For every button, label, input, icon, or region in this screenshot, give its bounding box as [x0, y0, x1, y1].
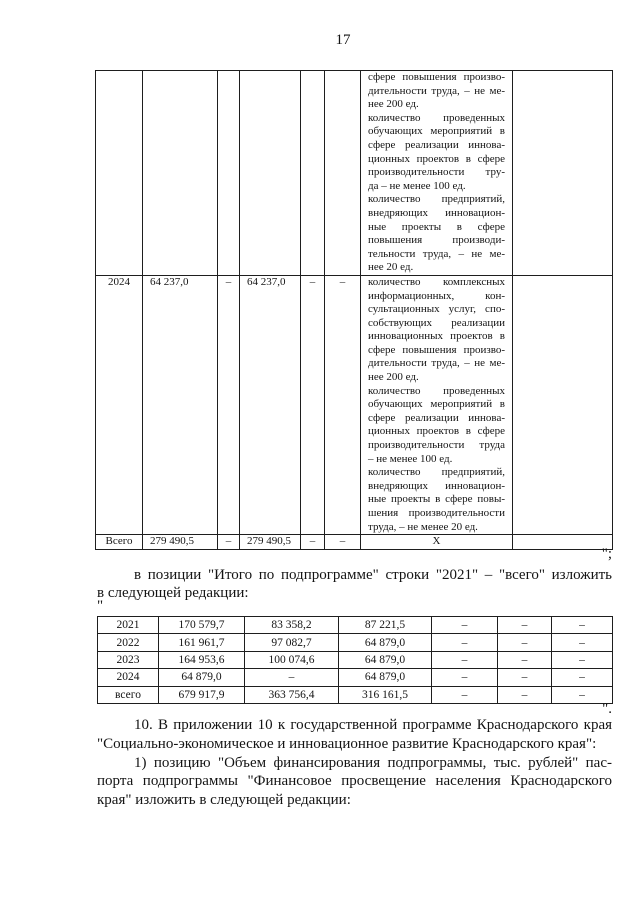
paragraph-line: "Социально-экономическое и инновационное развитие Краснодарского края":: [97, 735, 597, 752]
indicator-line: дительности труда, – не ме-: [368, 84, 505, 97]
indicator-line: внедряющих инновацион-: [368, 206, 505, 219]
amount-cell: [301, 71, 325, 276]
indicator-line: труда, – не менее 20 ед.: [368, 520, 478, 533]
amendment-paragraph: [97, 716, 612, 754]
amount-cell: 679 917,9: [159, 686, 245, 703]
indicator-line: обучающих мероприятий в: [368, 398, 505, 411]
amount-cell: –: [432, 617, 498, 634]
indicator-line: нее 20 ед.: [368, 261, 414, 274]
indicators-cell: [361, 71, 513, 276]
amount-cell: 64 237,0: [240, 275, 301, 534]
indicator-line: сультационных услуг, спо-: [368, 303, 505, 316]
indicator-line: производительности труда: [368, 439, 505, 452]
indicator-line: количество комплексных: [368, 275, 505, 288]
paragraph-line: порта подпрограммы "Финансовое просвещение населения Краснодарского: [97, 773, 612, 790]
table-row: [98, 634, 613, 651]
indicator-line: сфере реализации иннова-: [368, 138, 505, 151]
amount-cell: [240, 71, 301, 276]
amount-cell: 100 074,6: [245, 651, 339, 668]
indicator-line: собствующих реализации: [368, 316, 505, 329]
indicator-line: ные проекты в сфере повы-: [368, 493, 505, 506]
amount-cell: –: [432, 651, 498, 668]
amount-cell: 64 879,0: [339, 651, 432, 668]
indicator-line: повышения производи-: [368, 234, 505, 247]
year-cell: 2024: [98, 669, 159, 686]
indicator-line: ные проекты в сфере: [368, 220, 505, 233]
amount-cell: [218, 71, 240, 276]
indicator-line: количество проведенных: [368, 384, 505, 397]
amount-cell: –: [301, 535, 325, 550]
indicator-line: количество предприятий,: [368, 193, 505, 206]
paragraph-line: в позиции "Итого по подпрограмме" строки "2021" – "всего" изложить: [134, 567, 612, 583]
subprogram-total-table: [97, 616, 613, 704]
paragraph-line: края" изложить в следующей редакции:: [97, 792, 351, 809]
amount-cell: –: [498, 634, 552, 651]
amount-cell: –: [552, 651, 613, 668]
amount-cell: 64 879,0: [339, 669, 432, 686]
indicator-line: информационных, кон-: [368, 289, 505, 302]
funding-table: [95, 70, 613, 550]
amount-cell: –: [432, 634, 498, 651]
amount-cell: –: [498, 651, 552, 668]
amount-cell: [325, 71, 361, 276]
subprogram-total-table-body: [98, 617, 613, 704]
total-row-mark: X: [432, 535, 441, 548]
amount-cell: 316 161,5: [339, 686, 432, 703]
amount-cell: 164 953,6: [159, 651, 245, 668]
indicator-line: нее 200 ед.: [368, 371, 419, 384]
indicator-line: – не менее 100 ед.: [368, 452, 453, 465]
year-cell: [96, 71, 143, 276]
indicators-cell: [361, 275, 513, 534]
year-cell: 2021: [98, 617, 159, 634]
closing-quote-mark: ";: [601, 546, 612, 562]
paragraph-line: в следующей редакции:: [97, 584, 249, 601]
indicator-line: количество проведенных: [368, 111, 505, 124]
table-row: [98, 617, 613, 634]
table-row: [96, 71, 613, 276]
table-row: [96, 275, 613, 534]
amount-cell: 64 237,0: [143, 275, 218, 534]
indicator-line: дительности труда, – не ме-: [368, 357, 505, 370]
amount-cell: 161 961,7: [159, 634, 245, 651]
amendment-paragraph: [97, 754, 612, 810]
indicator-line: обучающих мероприятий в: [368, 125, 505, 138]
indicator-line: инновационных проектов в: [368, 330, 505, 343]
indicator-line: производительности тру-: [368, 166, 505, 179]
closing-quote-mark: ".: [602, 701, 612, 717]
indicator-line: сфере повышения произво-: [368, 343, 505, 356]
indicator-line: да – не менее 100 ед.: [368, 179, 466, 192]
amount-cell: –: [245, 669, 339, 686]
amount-cell: –: [301, 275, 325, 534]
amount-cell: –: [325, 535, 361, 550]
funding-table-body: [96, 71, 613, 550]
amendment-text-block: [97, 716, 612, 810]
indicator-line: нее 200 ед.: [368, 98, 419, 111]
amendment-paragraph: [97, 567, 612, 602]
amount-cell: –: [432, 669, 498, 686]
amount-cell: 279 490,5: [240, 535, 301, 550]
amount-cell: –: [218, 535, 240, 550]
table-row: [98, 669, 613, 686]
amount-cell: –: [498, 617, 552, 634]
indicator-line: сфере реализации иннова-: [368, 411, 505, 424]
year-cell: Всего: [96, 535, 143, 550]
empty-cell: [513, 275, 613, 534]
year-cell: 2022: [98, 634, 159, 651]
amount-cell: 64 879,0: [159, 669, 245, 686]
indicator-line: тельности труда, – не ме-: [368, 247, 505, 260]
indicator-line: сфере повышения произво-: [368, 71, 505, 83]
table-row: [98, 651, 613, 668]
indicator-line: внедряющих инновацион-: [368, 479, 505, 492]
year-cell: всего: [98, 686, 159, 703]
empty-cell: [513, 71, 613, 276]
amount-cell: –: [218, 275, 240, 534]
amount-cell: 97 082,7: [245, 634, 339, 651]
amount-cell: [143, 71, 218, 276]
paragraph-line: 10. В приложении 10 к государственной программе Краснодарского края: [134, 717, 612, 733]
amount-cell: –: [432, 686, 498, 703]
opening-quote-mark: ": [97, 598, 104, 614]
amount-cell: –: [325, 275, 361, 534]
year-cell: 2024: [96, 275, 143, 534]
indicator-line: шения производительности: [368, 507, 505, 519]
indicator-line: ционных проектов в сфере: [368, 152, 505, 165]
amount-cell: –: [552, 617, 613, 634]
amount-cell: 64 879,0: [339, 634, 432, 651]
amount-cell: –: [552, 686, 613, 703]
amount-cell: 83 358,2: [245, 617, 339, 634]
page-number: 17: [335, 32, 351, 48]
paragraph-line: 1) позицию "Объем финансирования подпрограммы, тыс. рублей" пас-: [134, 754, 612, 771]
amount-cell: 170 579,7: [159, 617, 245, 634]
indicator-line: ционных проектов в сфере: [368, 425, 505, 438]
amount-cell: 279 490,5: [143, 535, 218, 550]
amount-cell: –: [498, 669, 552, 686]
amount-cell: 87 221,5: [339, 617, 432, 634]
amount-cell: 363 756,4: [245, 686, 339, 703]
year-cell: 2023: [98, 651, 159, 668]
amount-cell: –: [498, 686, 552, 703]
indicator-line: количество предприятий,: [368, 466, 505, 479]
amount-cell: –: [552, 669, 613, 686]
amount-cell: –: [552, 634, 613, 651]
